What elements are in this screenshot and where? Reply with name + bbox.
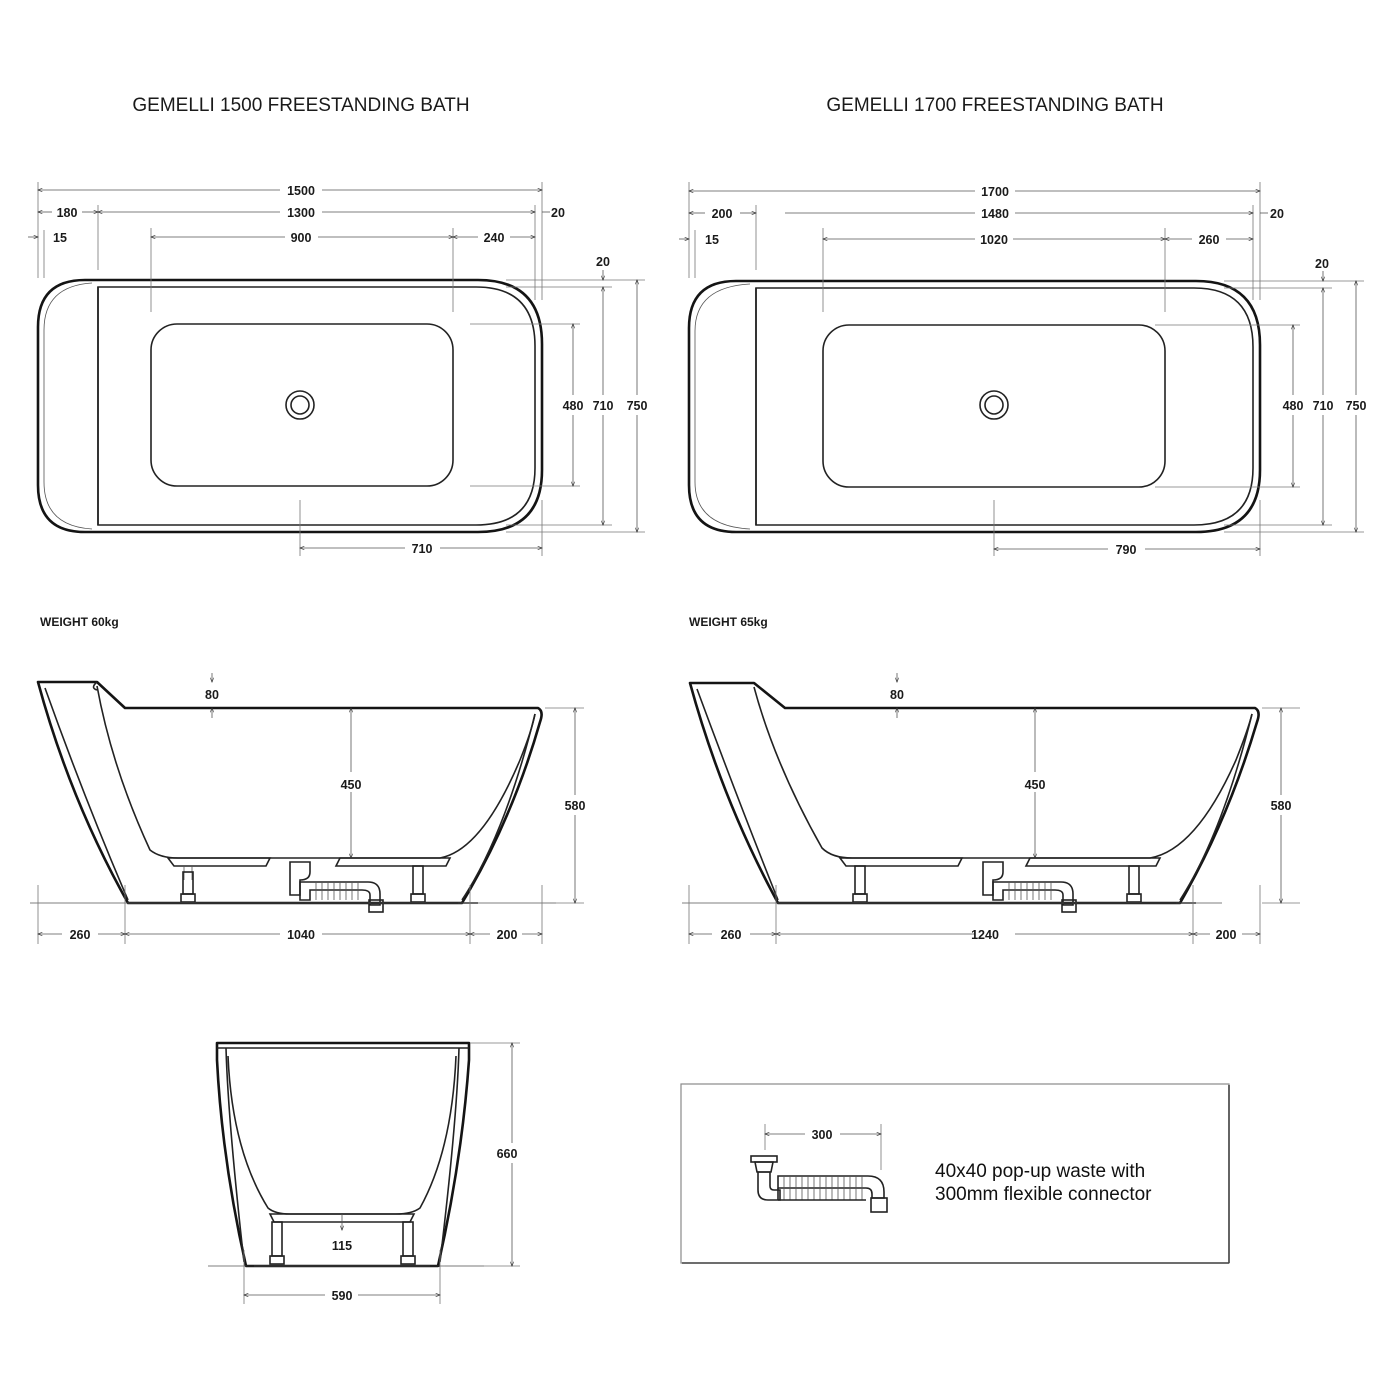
dim-base-length: 1040: [287, 928, 315, 942]
plan-view-1500: [28, 182, 647, 556]
dim-basin-width: 480: [1282, 399, 1304, 413]
dim-rim-top: 20: [596, 255, 610, 269]
dim-base-length: 1240: [971, 928, 999, 942]
dim-basin-length: 1020: [980, 233, 1008, 247]
dim-foot-offset: 240: [483, 231, 505, 245]
waste-note-box: [681, 1084, 1229, 1263]
dim-foot-rim: 20: [551, 206, 565, 220]
dim-overall-width: 750: [626, 399, 648, 413]
weight-label-1700: WEIGHT 65kg: [689, 615, 768, 629]
dim-depth: 450: [1024, 778, 1046, 792]
weight-label-1500: WEIGHT 60kg: [40, 615, 119, 629]
dim-head-overhang: 260: [720, 928, 742, 942]
dim-overall-width: 750: [1345, 399, 1367, 413]
title-gemelli-1700: GEMELLI 1700 FREESTANDING BATH: [826, 95, 1164, 116]
dim-inner-length: 1480: [981, 207, 1009, 221]
dim-rim-edge: 15: [53, 231, 67, 245]
dim-overall-length: 1500: [287, 184, 315, 198]
plan-view-1700: [679, 182, 1366, 557]
waste-note-line-1: 40x40 pop-up waste with: [935, 1161, 1146, 1182]
dim-waste-to-end: 710: [411, 542, 433, 556]
dim-waste-to-end: 790: [1115, 543, 1137, 557]
side-view-1500: [30, 673, 585, 944]
end-view: [208, 1043, 520, 1304]
dim-height: 580: [564, 799, 586, 813]
dim-inner-length: 1300: [287, 206, 315, 220]
dim-foot-offset: 260: [1198, 233, 1220, 247]
dim-rim-top: 20: [1315, 257, 1329, 271]
dim-depth: 450: [340, 778, 362, 792]
dim-foot-overhang: 200: [496, 928, 518, 942]
dim-head-end: 200: [711, 207, 733, 221]
dim-overall-length: 1700: [981, 185, 1009, 199]
dim-basin-length: 900: [290, 231, 312, 245]
dim-head-end: 180: [56, 206, 78, 220]
dim-end-height: 660: [496, 1147, 518, 1161]
dim-end-base-width: 590: [331, 1289, 353, 1303]
dim-rim-drop: 80: [205, 688, 219, 702]
dim-head-overhang: 260: [69, 928, 91, 942]
dim-inner-width: 710: [1312, 399, 1334, 413]
dim-foot-overhang: 200: [1215, 928, 1237, 942]
dim-end-clearance: 115: [331, 1239, 353, 1253]
dim-rim-drop: 80: [890, 688, 904, 702]
side-view-1700: [682, 673, 1300, 944]
waste-note-line-2: 300mm flexible connector: [935, 1184, 1152, 1205]
dim-basin-width: 480: [562, 399, 584, 413]
dim-foot-rim: 20: [1270, 207, 1284, 221]
title-gemelli-1500: GEMELLI 1500 FREESTANDING BATH: [132, 95, 470, 116]
dim-rim-edge: 15: [705, 233, 719, 247]
dim-inner-width: 710: [592, 399, 614, 413]
dim-connector-length: 300: [811, 1128, 833, 1142]
dim-height: 580: [1270, 799, 1292, 813]
